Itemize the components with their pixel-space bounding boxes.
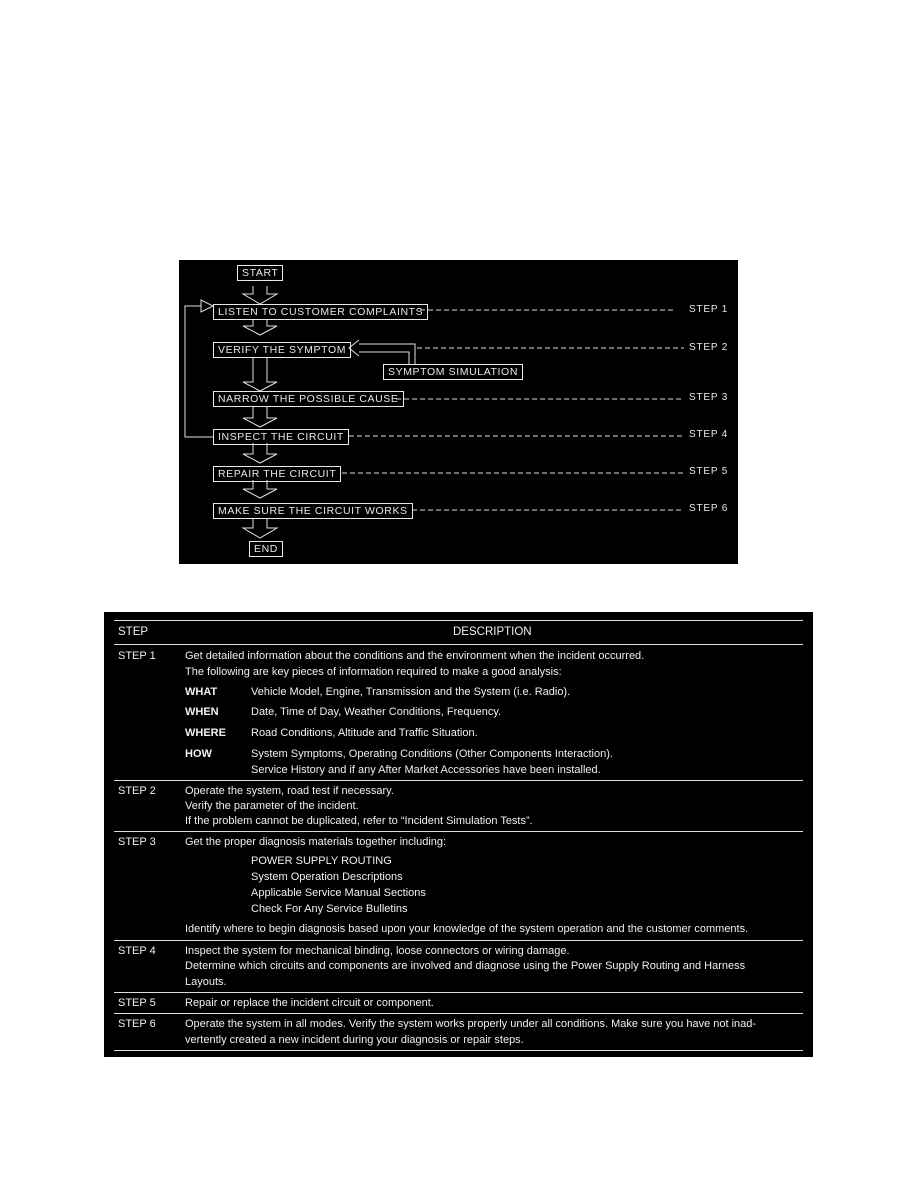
box-make-sure-works: MAKE SURE THE CIRCUIT WORKS bbox=[213, 503, 413, 519]
step-3-item-4: Check For Any Service Bulletins bbox=[251, 903, 408, 915]
simulation-return-inner bbox=[359, 352, 409, 364]
arrow-down-3 bbox=[243, 406, 277, 427]
step-5-line-1: Repair or replace the incident circuit or component. bbox=[185, 997, 434, 1009]
step-description-table bbox=[104, 612, 813, 1057]
value-when: Date, Time of Day, Weather Conditions, Frequency. bbox=[251, 706, 502, 718]
value-where: Road Conditions, Altitude and Traffic Situation. bbox=[251, 727, 478, 739]
rule-5 bbox=[114, 1013, 803, 1014]
step-3-outro: Identify where to begin diagnosis based upon your knowledge of the system operation and the customer comments. bbox=[185, 923, 749, 935]
step-4-line-2: Determine which circuits and components are involved and diagnose using the Power Supply Routing and Harness bbox=[185, 960, 746, 972]
key-how: HOW bbox=[185, 748, 212, 760]
row-step-6-label: STEP 6 bbox=[118, 1018, 156, 1030]
step-2-label: STEP 2 bbox=[689, 342, 729, 353]
value-what: Vehicle Model, Engine, Transmission and the System (i.e. Radio). bbox=[251, 686, 571, 698]
header-description: DESCRIPTION bbox=[453, 626, 532, 638]
step-4-label: STEP 4 bbox=[689, 429, 729, 440]
rule-2 bbox=[114, 831, 803, 832]
step-3-item-2: System Operation Descriptions bbox=[251, 871, 403, 883]
rule-4 bbox=[114, 992, 803, 993]
rule-3 bbox=[114, 940, 803, 941]
step-1-line-2: The following are key pieces of information required to make a good analysis: bbox=[185, 666, 562, 678]
rule-1 bbox=[114, 780, 803, 781]
arrow-down-6 bbox=[243, 518, 277, 538]
box-symptom-simulation: SYMPTOM SIMULATION bbox=[383, 364, 523, 380]
step-3-item-3: Applicable Service Manual Sections bbox=[251, 887, 426, 899]
loop-back-arrowhead bbox=[201, 300, 213, 312]
row-step-3-label: STEP 3 bbox=[118, 836, 156, 848]
arrow-down-4 bbox=[243, 443, 277, 463]
step-4-line-3: Layouts. bbox=[185, 976, 227, 988]
row-step-5-label: STEP 5 bbox=[118, 997, 156, 1009]
arrow-down-start bbox=[243, 286, 277, 304]
arrow-down-5 bbox=[243, 480, 277, 498]
header-step: STEP bbox=[118, 626, 149, 638]
box-narrow-cause: NARROW THE POSSIBLE CAUSE bbox=[213, 391, 404, 407]
start-box: START bbox=[237, 265, 283, 281]
arrow-down-2 bbox=[243, 357, 277, 391]
step-1-line-1: Get detailed information about the conditions and the environment when the incident occurred. bbox=[185, 650, 645, 662]
rule-top bbox=[114, 620, 803, 621]
step-4-line-1: Inspect the system for mechanical binding, loose connectors or wiring damage. bbox=[185, 945, 570, 957]
rule-header bbox=[114, 644, 803, 645]
end-box: END bbox=[249, 541, 283, 557]
step-2-line-2: Verify the parameter of the incident. bbox=[185, 800, 359, 812]
box-inspect-circuit: INSPECT THE CIRCUIT bbox=[213, 429, 349, 445]
step-2-line-3: If the problem cannot be duplicated, refer to “Incident Simulation Tests”. bbox=[185, 815, 533, 827]
row-step-2-label: STEP 2 bbox=[118, 785, 156, 797]
box-repair-circuit: REPAIR THE CIRCUIT bbox=[213, 466, 341, 482]
step-2-line-1: Operate the system, road test if necessary. bbox=[185, 785, 394, 797]
step-6-label: STEP 6 bbox=[689, 503, 729, 514]
value-how-2: Service History and if any After Market Accessories have been installed. bbox=[251, 764, 601, 776]
troubleshooting-flowchart bbox=[179, 260, 738, 564]
simulation-return-outer bbox=[359, 344, 415, 364]
step-1-label: STEP 1 bbox=[689, 304, 729, 315]
step-5-label: STEP 5 bbox=[689, 466, 729, 477]
arrow-down-1 bbox=[243, 319, 277, 335]
step-6-line-2: vertently created a new incident during your diagnosis or repair steps. bbox=[185, 1034, 524, 1046]
value-how: System Symptoms, Operating Conditions (Other Components Interaction). bbox=[251, 748, 613, 760]
key-what: WHAT bbox=[185, 686, 218, 698]
row-step-4-label: STEP 4 bbox=[118, 945, 156, 957]
box-listen-complaints: LISTEN TO CUSTOMER COMPLAINTS bbox=[213, 304, 428, 320]
key-when: WHEN bbox=[185, 706, 219, 718]
step-3-label: STEP 3 bbox=[689, 392, 729, 403]
key-where: WHERE bbox=[185, 727, 226, 739]
step-3-item-1: POWER SUPPLY ROUTING bbox=[251, 855, 392, 867]
loop-back-line bbox=[185, 306, 213, 437]
step-3-intro: Get the proper diagnosis materials together including: bbox=[185, 836, 447, 848]
row-step-1-label: STEP 1 bbox=[118, 650, 156, 662]
box-verify-symptom: VERIFY THE SYMPTOM bbox=[213, 342, 351, 358]
step-6-line-1: Operate the system in all modes. Verify the system works properly under all conditions. Make sure you have not inad- bbox=[185, 1018, 757, 1030]
rule-bottom bbox=[114, 1050, 803, 1051]
